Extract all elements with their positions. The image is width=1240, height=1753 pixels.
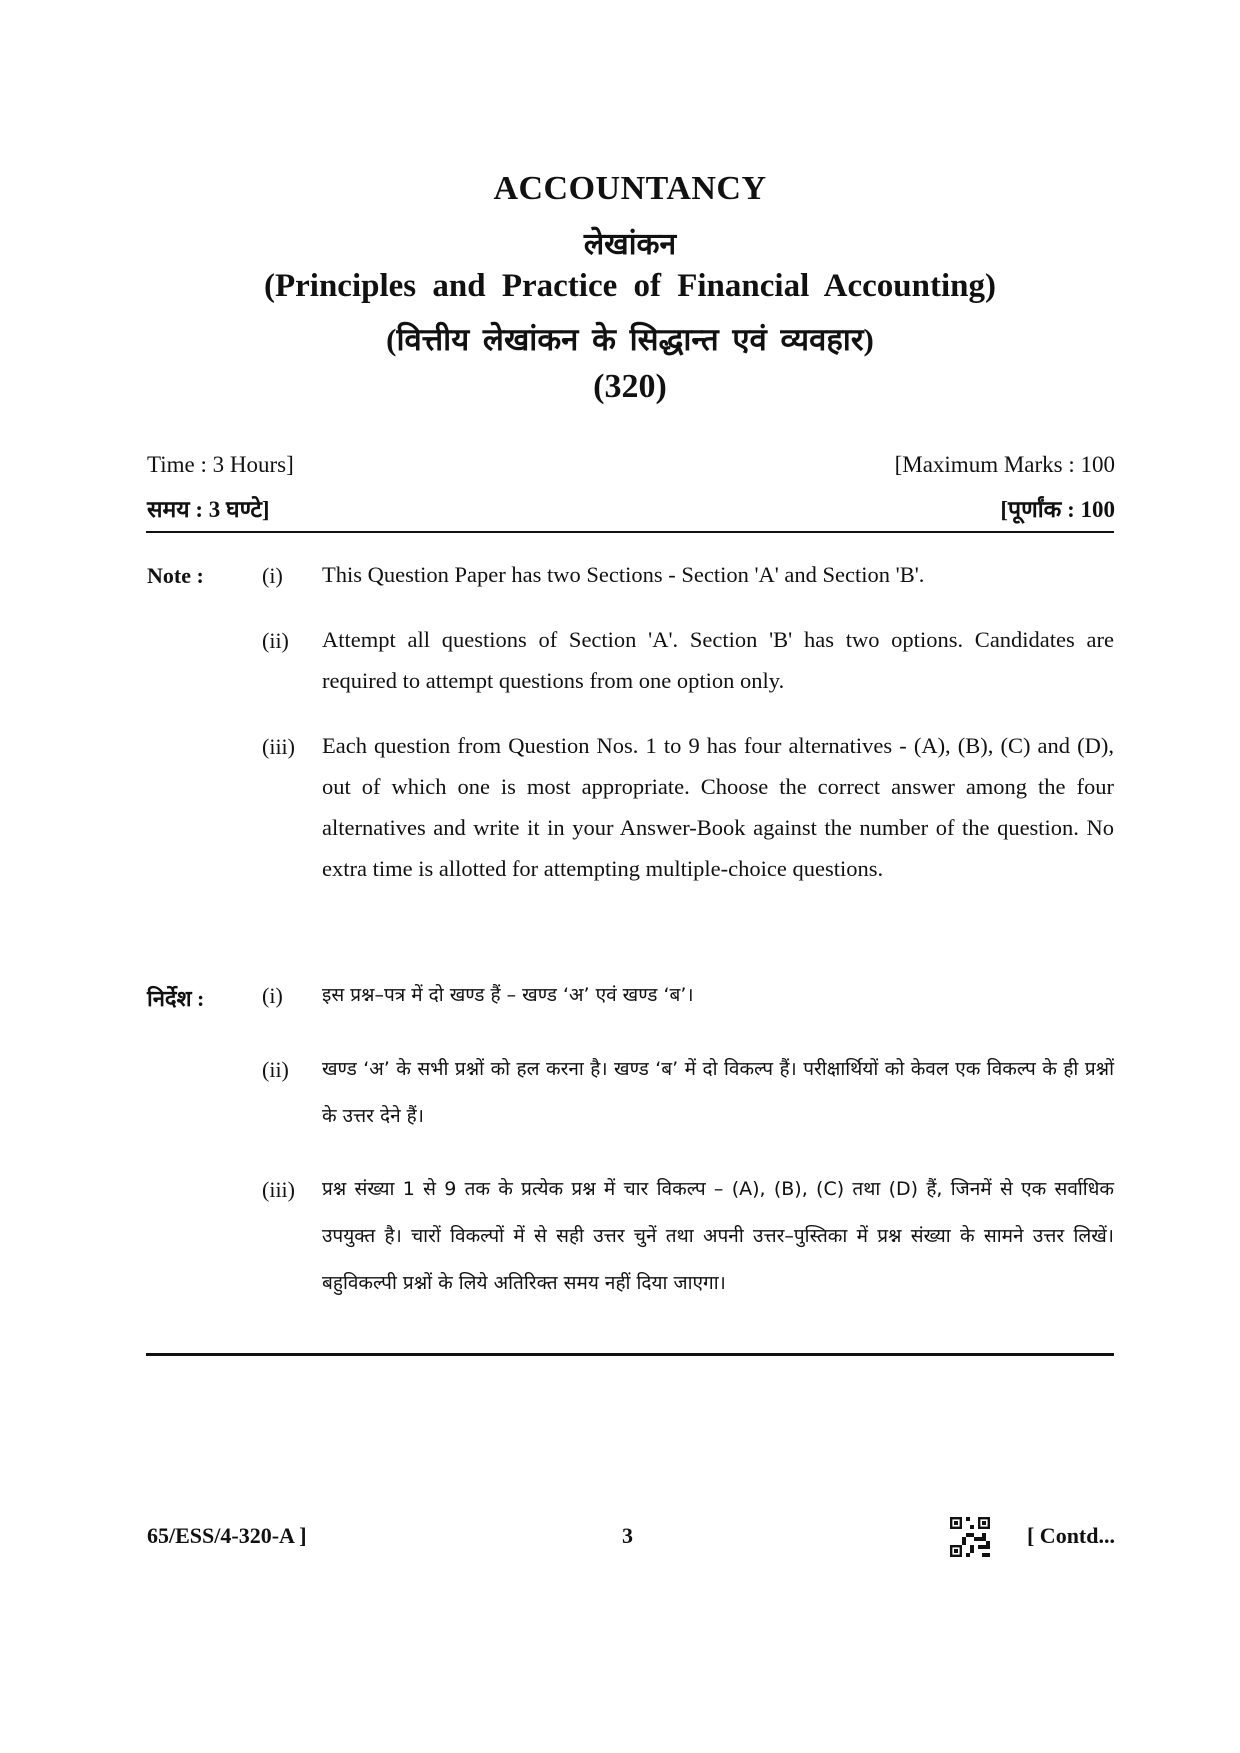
note-text: Each question from Question Nos. 1 to 9 has four alternatives - (A), (B), (C) and (D), out of which one is most appropriate. Choose the correct answer among the four alternatives and write it in your Answer-Book against the number of the question. No extra time is allotted for attempting multiple-choice questions. <box>322 733 1114 881</box>
note-label: Note : <box>147 563 204 588</box>
max-marks-label: [Maximum Marks : 100 <box>894 452 1115 477</box>
note-text-hindi: प्रश्न संख्या 1 से 9 तक के प्रत्येक प्रश्न में चार विकल्प – (A), (B), (C) तथा (D) हैं, जिनमें से एक सर्वाधिक उपयुक्त है। चारों विकल्पों में से सही उत्तर चुनें तथा अपनी उत्तर–पुस्तिका में प्रश्न संख्या के सामने उत्तर लिखें। बहुविकल्पी प्रश्नों के लिये अतिरिक्त समय नहीं दिया जाएगा। <box>322 1178 1114 1294</box>
page-subtitle-hindi: (वित्तीय लेखांकन के सिद्धान्त एवं व्यवहार) <box>386 322 874 357</box>
qr-code-icon <box>950 1517 990 1557</box>
continued-label: [ Contd... <box>1026 1523 1115 1548</box>
divider <box>146 1353 1114 1356</box>
note-number: (iii) <box>262 1177 295 1202</box>
note-text-hindi: खण्ड ‘अ’ के सभी प्रश्नों को हल करना है। खण्ड ‘ब’ में दो विकल्प हैं। परीक्षार्थियों को केवल एक विकल्प के ही प्रश्नों के उत्तर देने हैं। <box>322 1058 1114 1127</box>
max-marks-label-hindi: [पूर्णांक : 100 <box>1000 497 1115 522</box>
note-number: (ii) <box>262 628 289 653</box>
note-number: (iii) <box>262 734 295 759</box>
page-title-hindi: लेखांकन <box>583 228 677 261</box>
time-label-hindi: समय : 3 घण्टे] <box>147 497 270 522</box>
paper-code: 65/ESS/4-320-A ] <box>147 1523 307 1548</box>
note-number: (ii) <box>262 1057 289 1082</box>
page-subtitle: (Principles and Practice of Financial Accounting) <box>263 268 997 304</box>
page-title: ACCOUNTANCY <box>493 170 767 207</box>
note-label-hindi: निर्देश : <box>147 986 205 1011</box>
page-number: 3 <box>622 1523 633 1548</box>
note-text: This Question Paper has two Sections - Section 'A' and Section 'B'. <box>322 562 925 587</box>
note-number: (i) <box>262 983 283 1008</box>
note-number: (i) <box>262 563 283 588</box>
divider <box>146 531 1114 533</box>
time-label: Time : 3 Hours] <box>147 452 294 477</box>
note-text-hindi: इस प्रश्न–पत्र में दो खण्ड हैं – खण्ड ‘अ’ एवं खण्ड ‘ब’। <box>322 984 694 1006</box>
note-text: Attempt all questions of Section 'A'. Section 'B' has two options. Candidates are required to attempt questions from one option only. <box>322 627 1114 693</box>
subject-code: (320) <box>593 368 667 405</box>
